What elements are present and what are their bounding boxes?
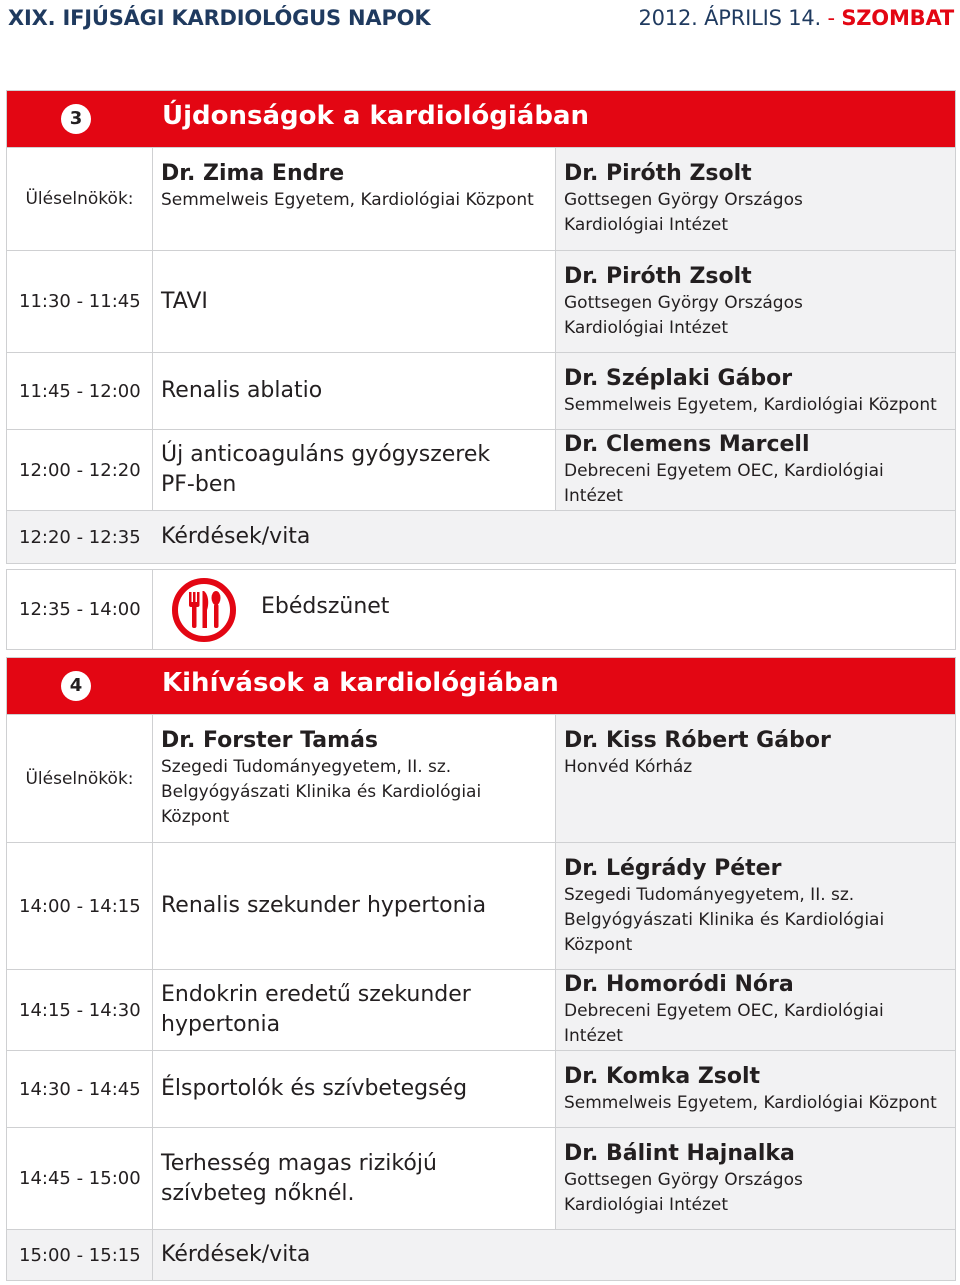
speaker-affiliation: Semmelweis Egyetem, Kardiológiai Központ bbox=[564, 1092, 937, 1113]
lunch-break-row bbox=[6, 569, 956, 650]
speaker-name: Dr. Homoródi Nóra bbox=[564, 972, 794, 997]
talk-time: 11:30 - 11:45 bbox=[7, 251, 153, 352]
discussion-row bbox=[7, 1229, 955, 1280]
speaker bbox=[555, 843, 955, 969]
talk-topic bbox=[153, 1128, 555, 1229]
talk-row bbox=[7, 352, 955, 429]
chair-affiliation: Szegedi Tudományegyetem, II. sz. bbox=[161, 757, 452, 777]
speaker-name: Dr. Piróth Zsolt bbox=[564, 264, 752, 289]
speaker-affiliation: Semmelweis Egyetem, Kardiológiai Központ bbox=[564, 394, 937, 415]
chairs-label: Üléselnökök: bbox=[7, 148, 153, 250]
speaker bbox=[555, 353, 955, 429]
talk-topic bbox=[153, 970, 555, 1050]
talk-topic-line: Új anticoaguláns gyógyszerek bbox=[161, 442, 491, 467]
speaker-name: Dr. Clemens Marcell bbox=[564, 432, 810, 457]
speaker-affiliation: Központ bbox=[564, 934, 633, 955]
chair-affiliation: Semmelweis Egyetem, Kardiológiai Központ bbox=[161, 190, 534, 210]
speaker-name: Dr. Széplaki Gábor bbox=[564, 365, 793, 391]
speaker-name: Dr. Komka Zsolt bbox=[564, 1063, 761, 1089]
speaker-name: Dr. Légrády Péter bbox=[564, 855, 782, 881]
talk-topic: Élsportolók és szívbetegség bbox=[161, 1076, 468, 1101]
event-date bbox=[638, 6, 954, 30]
date-separator: - bbox=[821, 6, 842, 30]
speaker-affiliation: Debreceni Egyetem OEC, Kardiológiai Intézet bbox=[564, 461, 884, 506]
speaker-affiliation: Belgyógyászati Klinika és Kardiológiai bbox=[564, 909, 885, 930]
chair-name: Dr. Forster Tamás bbox=[161, 728, 379, 753]
chair-affiliation: Központ bbox=[161, 807, 230, 827]
section-3-header bbox=[7, 91, 955, 147]
talk-row bbox=[7, 250, 955, 352]
section-3 bbox=[6, 90, 956, 564]
event-title: XIX. IFJÚSÁGI KARDIOLÓGUS NAPOK bbox=[8, 6, 431, 30]
date-text: 2012. ÁPRILIS 14. bbox=[638, 6, 821, 30]
chair-name: Dr. Piróth Zsolt bbox=[564, 161, 752, 186]
chair-2 bbox=[555, 148, 955, 250]
talk-row bbox=[7, 1050, 955, 1127]
talk-time: 12:00 - 12:20 bbox=[7, 430, 153, 510]
chair-1 bbox=[153, 715, 555, 842]
speaker bbox=[555, 1051, 955, 1127]
speaker-affiliation: Kardiológiai Intézet bbox=[564, 318, 729, 338]
talk-topic-line: hypertonia bbox=[161, 1012, 281, 1037]
chair-name: Dr. Kiss Róbert Gábor bbox=[564, 728, 831, 753]
chair-affiliation: Gottsegen György Országos bbox=[564, 190, 803, 210]
talk-time: 14:00 - 14:15 bbox=[7, 843, 153, 969]
section-title: Kihívások a kardiológiában bbox=[162, 668, 559, 698]
talk-time: 11:45 - 12:00 bbox=[7, 353, 153, 429]
discussion-row bbox=[7, 510, 955, 563]
talk-time: 14:45 - 15:00 bbox=[7, 1128, 153, 1229]
cutlery-icon bbox=[171, 577, 237, 643]
talk-topic-line: PF-ben bbox=[161, 472, 237, 497]
talk-time: 12:20 - 12:35 bbox=[19, 526, 141, 548]
section-4 bbox=[6, 657, 956, 1281]
speaker bbox=[555, 430, 955, 510]
day-text: SZOMBAT bbox=[841, 6, 954, 30]
talk-topic: Kérdések/vita bbox=[161, 1242, 311, 1267]
speaker bbox=[555, 251, 955, 352]
talk-topic: TAVI bbox=[161, 288, 208, 314]
talk-topic: Renalis szekunder hypertonia bbox=[161, 893, 487, 918]
talk-topic bbox=[153, 430, 555, 510]
speaker-affiliation: Szegedi Tudományegyetem, II. sz. bbox=[564, 884, 855, 905]
section-4-header bbox=[7, 658, 955, 714]
chair-affiliation: Belgyógyászati Klinika és Kardiológiai bbox=[161, 782, 482, 802]
talk-row bbox=[7, 842, 955, 969]
speaker-affiliation: Debreceni Egyetem OEC, Kardiológiai Intézet bbox=[564, 1001, 884, 1046]
lunch-label: Ebédszünet bbox=[261, 594, 390, 619]
lunch-time: 12:35 - 14:00 bbox=[7, 570, 153, 649]
talk-topic: Kérdések/vita bbox=[161, 524, 311, 549]
chairs-label: Üléselnökök: bbox=[7, 715, 153, 842]
talk-topic: Renalis ablatio bbox=[161, 378, 323, 403]
talk-time: 15:00 - 15:15 bbox=[7, 1230, 153, 1280]
chair-affiliation: Kardiológiai Intézet bbox=[564, 215, 729, 235]
talk-row bbox=[7, 429, 955, 510]
speaker-affiliation: Gottsegen György Országos bbox=[564, 1169, 803, 1190]
speaker-affiliation: Gottsegen György Országos bbox=[564, 293, 803, 313]
speaker-affiliation: Kardiológiai Intézet bbox=[564, 1194, 729, 1215]
page-header bbox=[0, 0, 960, 38]
talk-topic-line: szívbeteg nőknél. bbox=[161, 1180, 355, 1206]
chair-name: Dr. Zima Endre bbox=[161, 161, 345, 186]
speaker bbox=[555, 970, 955, 1050]
speaker bbox=[555, 1128, 955, 1229]
section-title: Újdonságok a kardiológiában bbox=[162, 101, 589, 131]
section-number: 3 bbox=[61, 104, 91, 134]
talk-time: 14:15 - 14:30 bbox=[7, 970, 153, 1050]
speaker-name: Dr. Bálint Hajnalka bbox=[564, 1140, 795, 1166]
talk-topic-line: Terhesség magas rizikójú bbox=[161, 1150, 437, 1176]
section-number: 4 bbox=[61, 671, 91, 701]
chair-1 bbox=[153, 148, 555, 250]
chair-2 bbox=[555, 715, 955, 842]
chair-affiliation: Honvéd Kórház bbox=[564, 757, 693, 777]
talk-row bbox=[7, 969, 955, 1050]
chairs-row bbox=[7, 147, 955, 250]
talk-time: 14:30 - 14:45 bbox=[7, 1051, 153, 1127]
chairs-row bbox=[7, 714, 955, 842]
talk-topic-line: Endokrin eredetű szekunder bbox=[161, 982, 471, 1007]
talk-row bbox=[7, 1127, 955, 1229]
